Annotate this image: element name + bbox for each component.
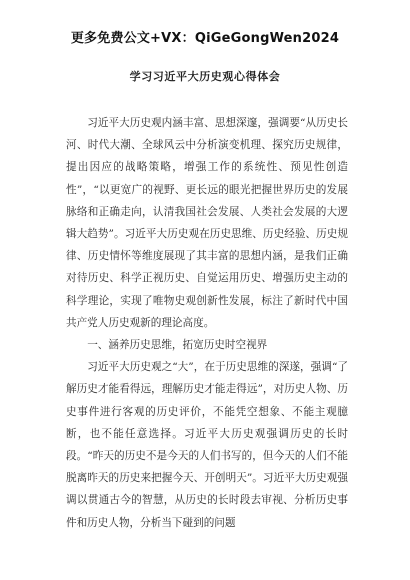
promo-header-banner: 更多免费公文+VX：QiGeGongWen2024 <box>70 31 340 46</box>
body-paragraph-section-1: 习近平大历史观之“大”，在于历史思维的深遂，强调“了解历史才能看得远，理解历史才能走得远”，对历史人物、历史事件进行客观的历史评价，不能凭空想象、不能主观臆断，也不能任意选择。习近平大历史观强调历史的长时段。“昨天的历史不是今天的人们书写的，但今天的人们不能脱离昨天的历史来把握今天、开创明天”。习近平大历史观强调以贯通古今的智慧，从历史的长时段去审视、分析历史事件和历史人物，分析当下碰到的问题 <box>66 361 348 529</box>
document-title: 学习习近平大历史观心得体会 <box>129 70 281 83</box>
section-heading: 一、涵养历史思维，拓宽历史时空视界 <box>87 339 268 352</box>
document-body <box>66 112 348 534</box>
body-paragraph-intro: 习近平大历史观内涵丰富、思想深邃，强调要“从历史长河、时代大潮、全球风云中分析演变机理、探究历史规律，提出因应的战略策略，增强工作的系统性、预见性创造性”，“以更宽广的视野、更长远的眼光把握世界历史的发展脉络和正确走向，认清我国社会发展、人类社会发展的大逻辑大趋势”。习近平大历史观在历史思维、历史经验、历史规律、历史情怀等维度展现了其丰富的思想内涵，是我们正确对待历史、科学正视历史、自觉运用历史、增强历史主动的科学理论，实现了唯物史观创新性发展，标注了新时代中国共产党人历史观新的理论高度。 <box>66 117 348 329</box>
